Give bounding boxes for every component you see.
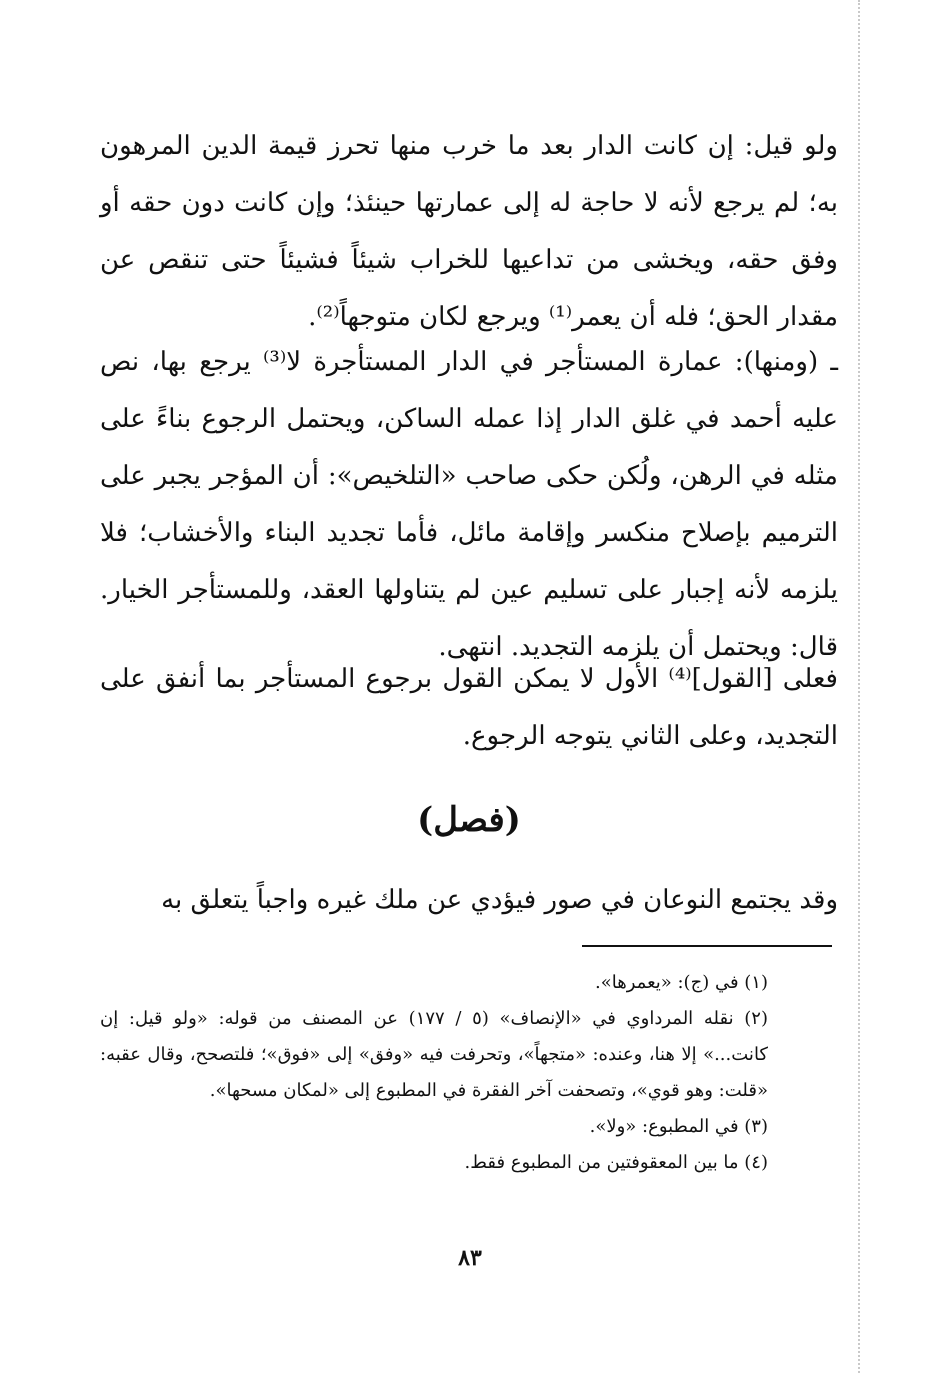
paragraph-3 bbox=[100, 651, 838, 765]
footnotes bbox=[100, 965, 838, 1181]
footnote-3: (٣) في المطبوع: «ولا». bbox=[589, 1116, 768, 1137]
footnote-2: (٢) نقله المرداوي في «الإنصاف» (٥ / ١٧٧) عن المصنف من قوله: «ولو قيل: إن كانت...» إلا هنا، وعنده: «متجهاً»، وتحرفت فيه «وفق» إلى «فوق»؛ فلتصحح، وقال عقبه: «قلت: وهو قوي»، وتصحفت آخر الفقرة في المطبوع إلى «لمكان مسحها». bbox=[100, 1008, 768, 1101]
paragraph-2-text: ـ (ومنها): عمارة المستأجر في الدار المستأجرة لا⁽³⁾ يرجع بها، نص عليه أحمد في غلق الدار إذا عمله الساكن، ويحتمل الرجوع بناءً على مثله في الرهن، ولُكن حكى صاحب «التلخيص»: أن المؤجر يجبر على الترميم بإصلاح منكسر وإقامة مائل، فأما تجديد البناء والأخشاب؛ فلا يلزمه لأنه إجبار على تسليم عين لم يتناولها العقد، وللمستأجر الخيار. قال: ويحتمل أن يلزمه التجديد. انتهى. bbox=[100, 347, 838, 662]
paragraph-3-text: فعلى [القول]⁽⁴⁾ الأول لا يمكن القول برجوع المستأجر بما أنفق على التجديد، وعلى الثاني يتوجه الرجوع. bbox=[100, 664, 838, 751]
page-number: ٨٣ bbox=[458, 1245, 482, 1271]
paragraph-1 bbox=[100, 118, 838, 346]
section-heading: (فصل) bbox=[417, 800, 521, 840]
paragraph-1-text: ولو قيل: إن كانت الدار بعد ما خرب منها تحرز قيمة الدين المرهون به؛ لم يرجع لأنه لا حاجة له إلى عمارتها حينئذ؛ وإن كانت دون حقه أو وفق حقه، ويخشى من تداعيها للخراب شيئاً فشيئاً حتى تنقص عن مقدار الحق؛ فله أن يعمر⁽¹⁾ ويرجع لكان متوجهاً⁽²⁾. bbox=[100, 131, 838, 332]
paragraph-4 bbox=[100, 872, 838, 929]
footnote-4: (٤) ما بين المعقوفتين من المطبوع فقط. bbox=[464, 1152, 768, 1173]
footnote-1: (١) في (ج): «يعمرها». bbox=[595, 972, 768, 993]
binding-margin-line bbox=[858, 0, 860, 1373]
footnote-divider bbox=[582, 945, 832, 947]
paragraph-2 bbox=[100, 334, 838, 676]
paragraph-4-text: وقد يجتمع النوعان في صور فيؤدي عن ملك غيره واجباً يتعلق به bbox=[161, 885, 838, 915]
